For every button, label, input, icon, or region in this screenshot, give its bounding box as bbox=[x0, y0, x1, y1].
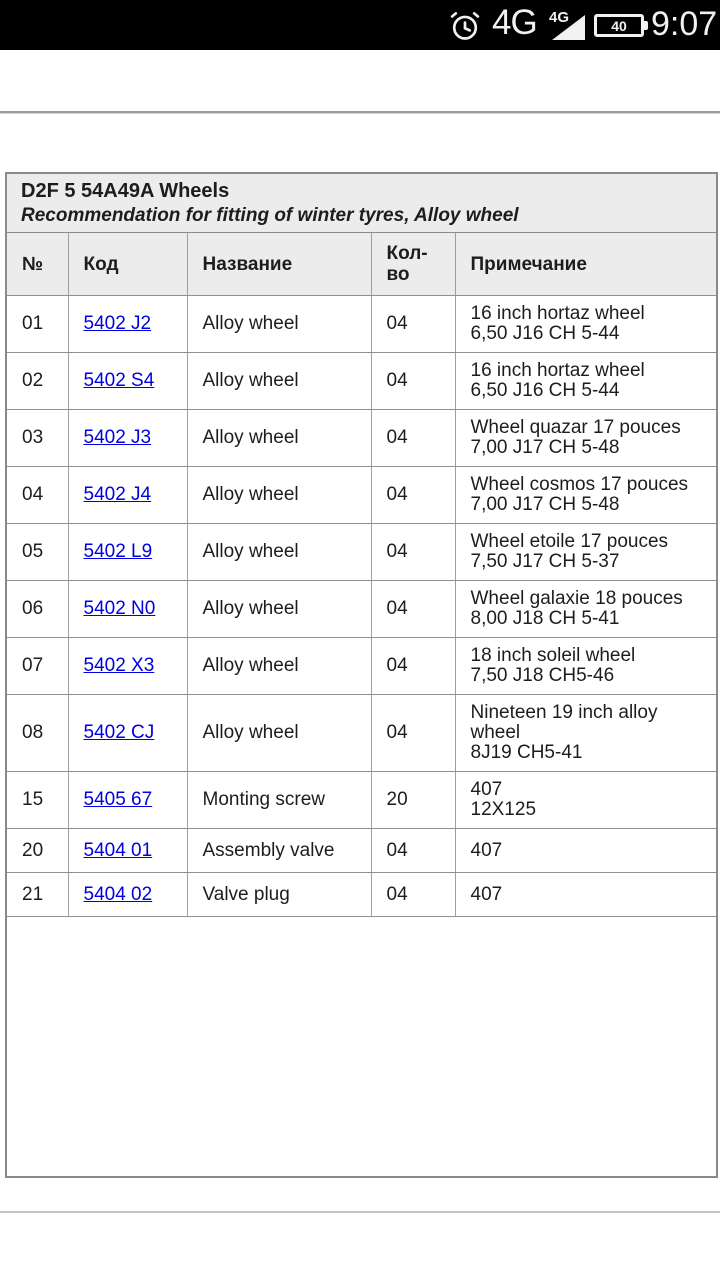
part-code-link[interactable]: 5402 X3 bbox=[83, 655, 155, 676]
table-row bbox=[7, 638, 716, 695]
part-code-link[interactable]: 5402 L9 bbox=[83, 541, 153, 562]
note-line: 16 inch hortaz wheel bbox=[470, 303, 645, 324]
note-line: 6,50 J16 CH 5-44 bbox=[470, 323, 620, 344]
note-line: 7,00 J17 CH 5-48 bbox=[470, 437, 620, 458]
col-header-qty: Кол-во bbox=[371, 233, 455, 296]
document-frame bbox=[5, 172, 718, 1178]
status-bar bbox=[0, 0, 720, 50]
table-row bbox=[7, 467, 716, 524]
table-row bbox=[7, 410, 716, 467]
cell-code bbox=[68, 296, 187, 353]
note-line: 407 bbox=[470, 779, 503, 800]
col-header-code: Код bbox=[68, 233, 187, 296]
cell-num: 06 bbox=[7, 581, 68, 638]
cell-num: 21 bbox=[7, 873, 68, 917]
empty-document-area bbox=[7, 917, 716, 1176]
cell-qty: 04 bbox=[371, 829, 455, 873]
cell-note bbox=[455, 353, 716, 410]
cell-qty: 04 bbox=[371, 410, 455, 467]
page-subtitle: Recommendation for fitting of winter tyres, Alloy wheel bbox=[21, 205, 519, 226]
cell-name: Alloy wheel bbox=[187, 353, 371, 410]
table-row bbox=[7, 524, 716, 581]
cell-note bbox=[455, 873, 716, 917]
cell-qty: 04 bbox=[371, 873, 455, 917]
cell-num: 01 bbox=[7, 296, 68, 353]
col-header-name: Название bbox=[187, 233, 371, 296]
cell-code bbox=[68, 467, 187, 524]
cell-num: 08 bbox=[7, 695, 68, 772]
part-code-link[interactable]: 5402 J3 bbox=[83, 427, 152, 448]
note-line: Nineteen 19 inch alloy wheel bbox=[470, 702, 658, 743]
part-code-link[interactable]: 5402 N0 bbox=[83, 598, 156, 619]
table-row bbox=[7, 695, 716, 772]
table-header-row bbox=[7, 233, 716, 296]
document-header bbox=[7, 174, 716, 233]
cell-note bbox=[455, 695, 716, 772]
part-code-link[interactable]: 5404 02 bbox=[83, 883, 153, 905]
cell-name: Alloy wheel bbox=[187, 410, 371, 467]
cell-note bbox=[455, 296, 716, 353]
cell-num: 15 bbox=[7, 772, 68, 829]
cell-code bbox=[68, 524, 187, 581]
alarm-clock-icon bbox=[448, 9, 482, 43]
cell-qty: 04 bbox=[371, 638, 455, 695]
table-row bbox=[7, 829, 716, 873]
note-line: 16 inch hortaz wheel bbox=[470, 360, 645, 381]
note-line: Wheel galaxie 18 pouces bbox=[470, 588, 683, 609]
note-line: 18 inch soleil wheel bbox=[470, 645, 636, 666]
battery-nub bbox=[644, 21, 648, 30]
cell-note bbox=[455, 581, 716, 638]
top-divider-line bbox=[0, 111, 720, 114]
part-code-link[interactable]: 5405 67 bbox=[83, 789, 153, 810]
cell-name: Alloy wheel bbox=[187, 581, 371, 638]
cell-num: 20 bbox=[7, 829, 68, 873]
clock-time: 9:07 bbox=[651, 5, 718, 43]
note-line: 8J19 CH5-41 bbox=[470, 742, 583, 763]
part-code-link[interactable]: 5402 CJ bbox=[83, 722, 155, 743]
cell-qty: 04 bbox=[371, 581, 455, 638]
part-code-link[interactable]: 5402 J2 bbox=[83, 313, 152, 334]
cell-note bbox=[455, 524, 716, 581]
note-line: 7,00 J17 CH 5-48 bbox=[470, 494, 620, 515]
cell-code bbox=[68, 353, 187, 410]
table-row bbox=[7, 353, 716, 410]
cell-name: Valve plug bbox=[187, 873, 371, 917]
note-line: Wheel etoile 17 pouces bbox=[470, 531, 669, 552]
cell-name: Alloy wheel bbox=[187, 524, 371, 581]
cell-note bbox=[455, 410, 716, 467]
cell-name: Alloy wheel bbox=[187, 638, 371, 695]
cell-code bbox=[68, 581, 187, 638]
part-code-link[interactable]: 5402 S4 bbox=[83, 370, 155, 391]
network-type-label: 4G bbox=[492, 3, 537, 42]
cell-qty: 04 bbox=[371, 467, 455, 524]
cell-name: Assembly valve bbox=[187, 829, 371, 873]
col-header-num: № bbox=[7, 233, 68, 296]
cell-code bbox=[68, 829, 187, 873]
cell-qty: 04 bbox=[371, 695, 455, 772]
page-title: D2F 5 54A49A Wheels bbox=[21, 180, 230, 202]
note-line: 407 bbox=[470, 883, 503, 905]
cell-note bbox=[455, 638, 716, 695]
cell-num: 02 bbox=[7, 353, 68, 410]
cell-name: Monting screw bbox=[187, 772, 371, 829]
part-code-link[interactable]: 5402 J4 bbox=[83, 484, 152, 505]
cell-name: Alloy wheel bbox=[187, 296, 371, 353]
table-row bbox=[7, 296, 716, 353]
cell-qty: 04 bbox=[371, 524, 455, 581]
cell-name: Alloy wheel bbox=[187, 695, 371, 772]
note-line: 6,50 J16 CH 5-44 bbox=[470, 380, 620, 401]
note-line: 7,50 J18 CH5-46 bbox=[470, 665, 615, 686]
note-line: 407 bbox=[470, 839, 503, 861]
cell-code bbox=[68, 410, 187, 467]
note-line: 7,50 J17 CH 5-37 bbox=[470, 551, 620, 572]
signal-strength-icon bbox=[552, 15, 585, 40]
note-line: Wheel cosmos 17 pouces bbox=[470, 474, 689, 495]
col-header-note: Примечание bbox=[455, 233, 716, 296]
battery-icon bbox=[594, 14, 644, 37]
cell-num: 07 bbox=[7, 638, 68, 695]
network-type-superscript: 4G bbox=[549, 9, 570, 26]
cell-qty: 20 bbox=[371, 772, 455, 829]
cell-num: 03 bbox=[7, 410, 68, 467]
cell-note bbox=[455, 829, 716, 873]
cell-code bbox=[68, 695, 187, 772]
note-line: 8,00 J18 CH 5-41 bbox=[470, 608, 620, 629]
cell-qty: 04 bbox=[371, 296, 455, 353]
cell-num: 05 bbox=[7, 524, 68, 581]
cell-code bbox=[68, 638, 187, 695]
note-line: 12X125 bbox=[470, 799, 537, 820]
note-line: Wheel quazar 17 pouces bbox=[470, 417, 681, 438]
cell-code bbox=[68, 772, 187, 829]
battery-level: 40 bbox=[611, 17, 627, 34]
part-code-link[interactable]: 5404 01 bbox=[83, 839, 153, 861]
bottom-divider-line bbox=[0, 1211, 720, 1213]
cell-note bbox=[455, 772, 716, 829]
table-row bbox=[7, 873, 716, 917]
parts-table bbox=[7, 233, 716, 917]
cell-qty: 04 bbox=[371, 353, 455, 410]
cell-num: 04 bbox=[7, 467, 68, 524]
table-row bbox=[7, 772, 716, 829]
cell-code bbox=[68, 873, 187, 917]
cell-note bbox=[455, 467, 716, 524]
cell-name: Alloy wheel bbox=[187, 467, 371, 524]
table-row bbox=[7, 581, 716, 638]
